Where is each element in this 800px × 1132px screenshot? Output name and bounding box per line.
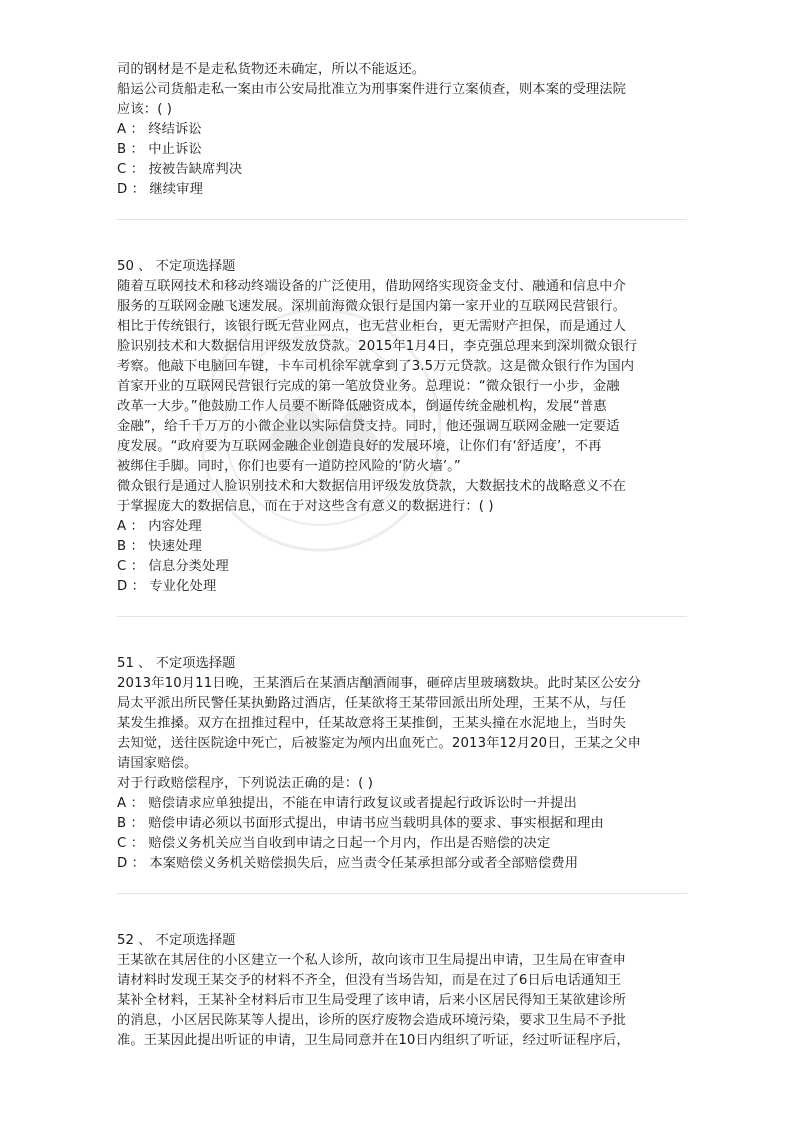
question-text-line: 的消息，小区居民陈某等人提出，诊所的医疗废物会造成环境污染，要求卫生局不予批 — [117, 1013, 627, 1028]
question-text-line: 请国家赔偿。 — [117, 756, 198, 771]
question-text-line: 脸识别技术和大数据信用评级发放贷款。2015年1月4日，李克强总理来到深圳微众银行 — [117, 339, 638, 354]
question-49-continuation — [117, 60, 687, 200]
question-header: 52 、 不定项选择题 — [117, 933, 236, 948]
question-text-line: 被绑住手脚。同时，你们也要有一道防控风险的‘防火墙’。” — [117, 459, 461, 474]
question-text-line: 准。王某因此提出听证的申请，卫生局同意并在10日内组织了听证，经过听证程序后， — [117, 1033, 630, 1048]
option-d[interactable]: D ： 继续审理 — [117, 182, 203, 197]
question-text-line: 服务的互联网金融飞速发展。深圳前海微众银行是国内第一家开业的互联网民营银行。 — [117, 299, 627, 314]
question-50 — [117, 257, 687, 597]
option-b[interactable]: B ： 中止诉讼 — [117, 142, 202, 157]
question-header: 51 、 不定项选择题 — [117, 656, 236, 671]
option-c[interactable]: C ： 信息分类处理 — [117, 559, 229, 574]
question-51 — [117, 654, 687, 874]
option-d[interactable]: D ： 专业化处理 — [117, 579, 217, 594]
question-text-line: 度发展。“政府要为互联网金融企业创造良好的发展环境，让你们有‘舒适度’，不再 — [117, 439, 602, 454]
question-text-line: 对于行政赔偿程序，下列说法正确的是：( ) — [117, 776, 374, 791]
question-text-line: 船运公司货船走私一案由市公安局批准立为刑事案件进行立案侦查，则本案的受理法院 — [117, 82, 627, 97]
question-text-line: 去知觉，送往医院途中死亡，后被鉴定为颅内出血死亡。2013年12月20日，王某之父申 — [117, 736, 641, 751]
option-b[interactable]: B ： 快速处理 — [117, 539, 202, 554]
option-d[interactable]: D ： 本案赔偿义务机关赔偿损失后，应当责令任某承担部分或者全部赔偿费用 — [117, 856, 579, 871]
option-c[interactable]: C ： 赔偿义务机关应当自收到申请之日起一个月内，作出是否赔偿的决定 — [117, 836, 551, 851]
question-text-line: 随着互联网技术和移动终端设备的广泛使用，借助网络实现资金支付、融通和信息中介 — [117, 279, 627, 294]
question-text-line: 局太平派出所民警任某执勤路过酒店，任某欲将王某带回派出所处理，王某不从，与任 — [117, 696, 627, 711]
question-text-line: 首家开业的互联网民营银行完成的第一笔放贷业务。总理说：“微众银行一小步，金融 — [117, 379, 620, 394]
question-text-line: 司的钢材是不是走私货物还未确定，所以不能返还。 — [117, 62, 426, 77]
question-text-line: 微众银行是通过人脸识别技术和大数据信用评级发放贷款，大数据技术的战略意义不在 — [117, 479, 627, 494]
question-text-line: 改革一大步。”他鼓励工作人员要不断降低融资成本，倒逼传统金融机构，发展“普惠 — [117, 399, 607, 414]
option-a[interactable]: A ： 终结诉讼 — [117, 122, 202, 137]
question-text-line: 某补全材料，王某补全材料后市卫生局受理了该申请，后来小区居民得知王某欲建诊所 — [117, 993, 627, 1008]
question-text-line: 考察。他敲下电脑回车键，卡车司机徐军就拿到了3.5万元贷款。这是微众银行作为国内 — [117, 359, 635, 374]
question-text-line: 某发生推搡。双方在扭推过程中，任某故意将王某推倒，王某头撞在水泥地上，当时失 — [117, 716, 627, 731]
question-text-line: 王某欲在其居住的小区建立一个私人诊所，故向该市卫生局提出申请，卫生局在审查申 — [117, 953, 627, 968]
question-text-line: 于掌握庞大的数据信息，而在于对这些含有意义的数据进行：( ) — [117, 499, 494, 514]
document-page — [117, 60, 687, 1051]
question-text-line: 请材料时发现王某交予的材料不齐全，但没有当场告知，而是在过了6日后电话通知王 — [117, 973, 622, 988]
question-header: 50 、 不定项选择题 — [117, 259, 236, 274]
option-c[interactable]: C ： 按被告缺席判决 — [117, 162, 243, 177]
question-text-line: 相比于传统银行，该银行既无营业网点，也无营业柜台，更无需财产担保，而是通过人 — [117, 319, 627, 334]
question-text-line: 应该：( ) — [117, 102, 173, 117]
question-text-line: 2013年10月11日晚，王某酒后在某酒店酗酒闹事，砸碎店里玻璃数块。此时某区公安分 — [117, 676, 641, 691]
option-a[interactable]: A ： 赔偿请求应单独提出，不能在申请行政复议或者提起行政诉讼时一并提出 — [117, 796, 577, 811]
question-52 — [117, 931, 687, 1051]
option-b[interactable]: B ： 赔偿申请必须以书面形式提出，申请书应当载明具体的要求、事实根据和理由 — [117, 816, 604, 831]
option-a[interactable]: A ： 内容处理 — [117, 519, 202, 534]
question-text-line: 金融”，给千千万万的小微企业以实际信贷支持。同时，他还强调互联网金融一定要适 — [117, 419, 620, 434]
